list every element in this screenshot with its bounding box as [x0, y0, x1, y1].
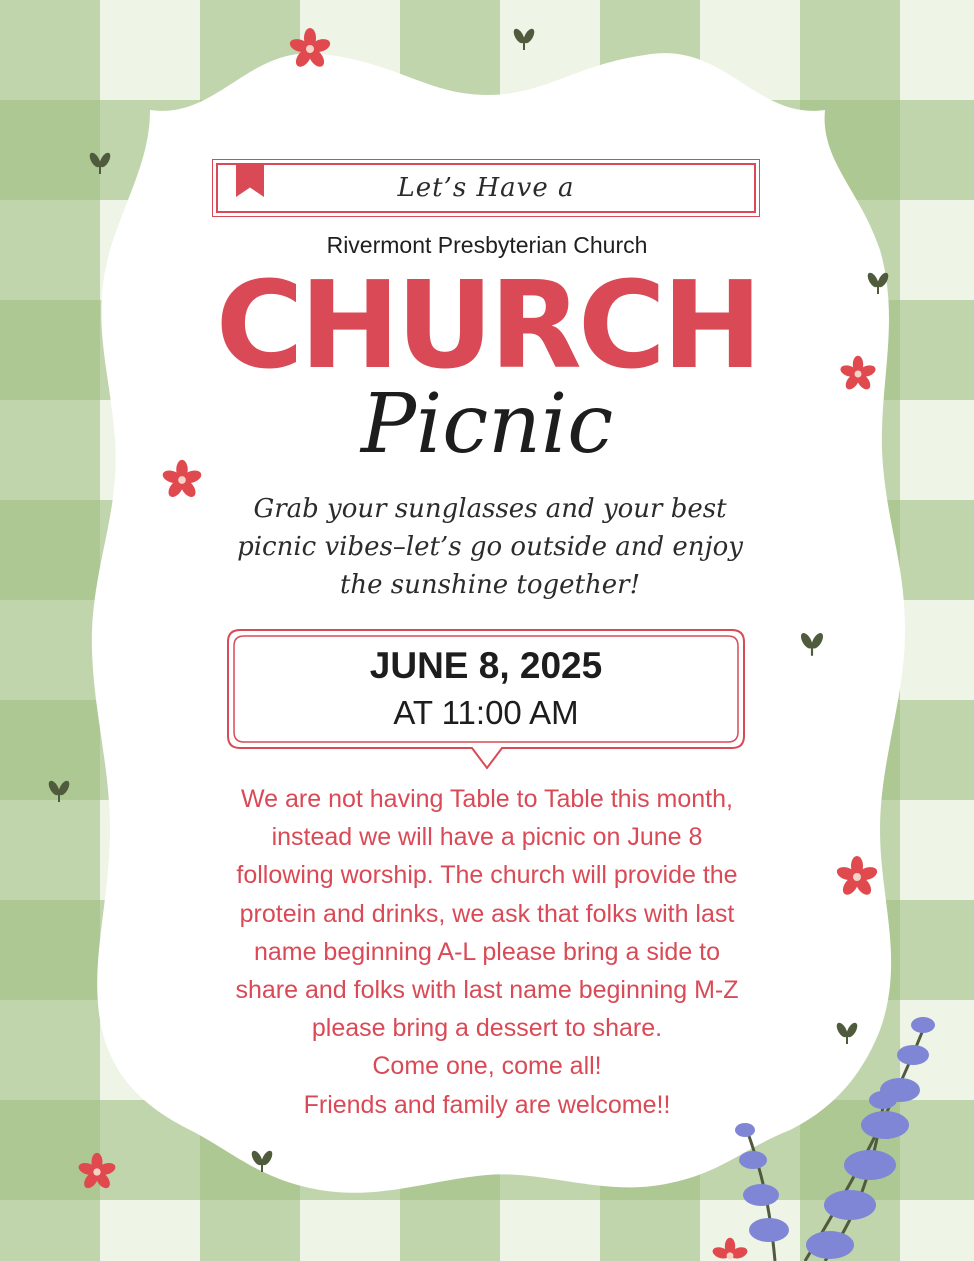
tagline-line: picnic vibes–let’s go outside and enjoy [237, 532, 743, 562]
details-line: Come one, come all! [372, 1052, 602, 1081]
details-line: We are not having Table to Table this month, [241, 785, 733, 813]
event-date: JUNE 8, 2025 [369, 645, 603, 686]
title-script: Picnic [360, 377, 614, 472]
tagline-line: Grab your sunglasses and your best [253, 494, 727, 524]
details-line: protein and drinks, we ask that folks with last [239, 899, 735, 928]
flower-icon [834, 854, 880, 900]
header-banner [216, 163, 756, 213]
tagline-line: the sunshine together! [339, 570, 641, 600]
date-callout [226, 628, 746, 750]
title-main: CHURCH [215, 257, 759, 396]
event-time: AT 11:00 AM [393, 694, 579, 731]
church-name: Rivermont Presbyterian Church [326, 232, 648, 258]
leaf-icon [86, 150, 114, 176]
leaf-icon [797, 630, 827, 658]
details-line: instead we will have a picnic on June 8 [271, 823, 703, 852]
leaf-icon [510, 26, 538, 52]
flower-icon [287, 26, 333, 72]
tagline [190, 490, 790, 604]
details-line: please bring a dessert to share. [311, 1014, 663, 1043]
leaf-icon [45, 778, 73, 804]
details-line: share and folks with last name beginning M-Z [235, 976, 739, 1005]
banner-text: Let’s Have a [397, 173, 575, 203]
details-line: name beginning A-L please bring a side to [253, 937, 721, 966]
bookmark-ribbon-icon [236, 163, 264, 197]
event-details [160, 780, 814, 1124]
leaf-icon [248, 1148, 276, 1174]
details-line: Friends and family are welcome!! [303, 1090, 671, 1119]
details-line: following worship. The church will provide the [236, 861, 738, 890]
flower-icon [76, 1151, 118, 1193]
